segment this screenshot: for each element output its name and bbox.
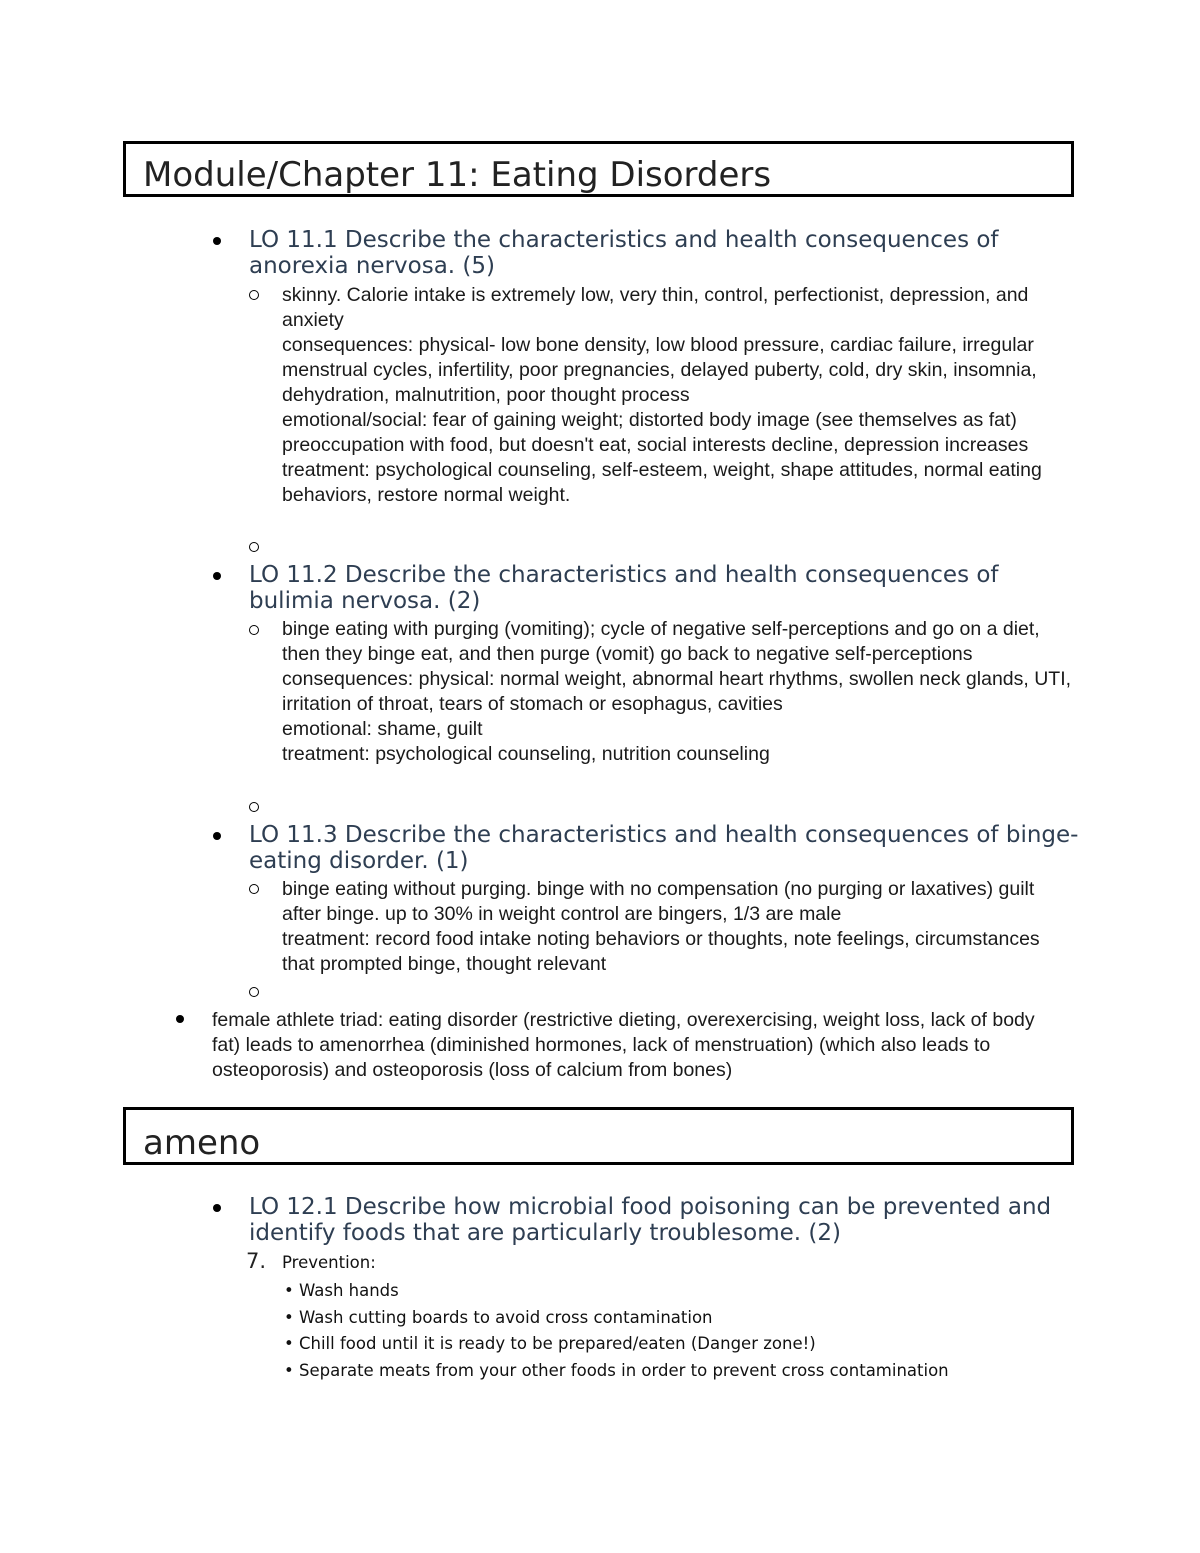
circle-bullet-icon (249, 884, 259, 894)
list-item: • Separate meats from your other foods in order to prevent cross contamination (284, 1358, 949, 1385)
objective-title: LO 11.3 Describe the characteristics and health consequences of binge-eating disorder. (1) (249, 822, 1079, 874)
note-paragraph: binge eating with purging (vomiting); cycle of negative self-perceptions and go on a diet, then they binge eat, and then purge (vomit) go back to negative self-perceptions (282, 618, 1040, 665)
list-item: • Wash hands (284, 1278, 949, 1305)
objective-notes (282, 617, 1072, 767)
note-paragraph: treatment: psychological counseling, self-esteem, weight, shape attitudes, normal eating behaviors, restore normal weight. (282, 459, 1042, 506)
circle-bullet-icon (249, 625, 259, 635)
section-heading-box (123, 1107, 1074, 1165)
circle-bullet-icon (249, 542, 259, 552)
note-paragraph: treatment: record food intake noting behaviors or thoughts, note feelings, circumstances that prompted binge, thought relevant (282, 928, 1040, 975)
objective-title: LO 11.1 Describe the characteristics and health consequences of anorexia nervosa. (5) (249, 227, 999, 279)
objective-title: LO 12.1 Describe how microbial food poisoning can be prevented and identify foods that are particularly troublesome. (2) (249, 1194, 1052, 1246)
female-athlete-triad-note: female athlete triad: eating disorder (restrictive dieting, overexercising, weight loss, lack of body fat) leads to amenorrhea (diminished hormones, lack of menstruation) (which also leads to osteoporosis) and osteoporosis (loss of calcium from bones) (212, 1009, 1035, 1081)
chapter-heading: Module/Chapter 11: Eating Disorders (143, 155, 772, 195)
bullet-icon (213, 572, 221, 580)
list-item: • Wash cutting boards to avoid cross contamination (284, 1305, 949, 1332)
chapter-heading-box (123, 141, 1074, 197)
bullet-icon (213, 1204, 221, 1212)
note-paragraph: binge eating without purging. binge with no compensation (no purging or laxatives) guilt after binge. up to 30% in weight control are bingers, 1/3 are male (282, 878, 1035, 925)
prevention-list (284, 1278, 949, 1384)
section-heading: ameno (143, 1123, 261, 1163)
prevention-label: Prevention: (282, 1253, 376, 1272)
bullet-icon (213, 832, 221, 840)
objective-notes (282, 283, 1072, 508)
note-paragraph: skinny. Calorie intake is extremely low, very thin, control, perfectionist, depression, and anxiety (282, 284, 1029, 331)
objective-notes (282, 877, 1072, 977)
note-paragraph: consequences: physical- low bone density, low blood pressure, cardiac failure, irregular menstrual cycles, infertility, poor pregnancies, delayed puberty, cold, dry skin, insomnia, dehydration, malnutrition, poor thought process (282, 334, 1037, 406)
objective-title: LO 11.2 Describe the characteristics and health consequences of bulimia nervosa. (2) (249, 562, 999, 614)
circle-bullet-icon (249, 802, 259, 812)
bullet-icon (213, 237, 221, 245)
list-number: 7. (246, 1249, 267, 1273)
list-item: • Chill food until it is ready to be prepared/eaten (Danger zone!) (284, 1331, 949, 1358)
circle-bullet-icon (249, 290, 259, 300)
circle-bullet-icon (249, 987, 259, 997)
note-paragraph: emotional: shame, guilt (282, 718, 483, 740)
bullet-icon (176, 1015, 184, 1023)
note-paragraph: consequences: physical: normal weight, abnormal heart rhythms, swollen neck glands, UTI, irritation of throat, tears of stomach or esophagus, cavities (282, 668, 1072, 715)
note-paragraph: emotional/social: fear of gaining weight; distorted body image (see themselves as fat) preoccupation with food, but doesn't eat, social interests decline, depression increases (282, 409, 1029, 456)
note-paragraph: treatment: psychological counseling, nutrition counseling (282, 743, 770, 765)
